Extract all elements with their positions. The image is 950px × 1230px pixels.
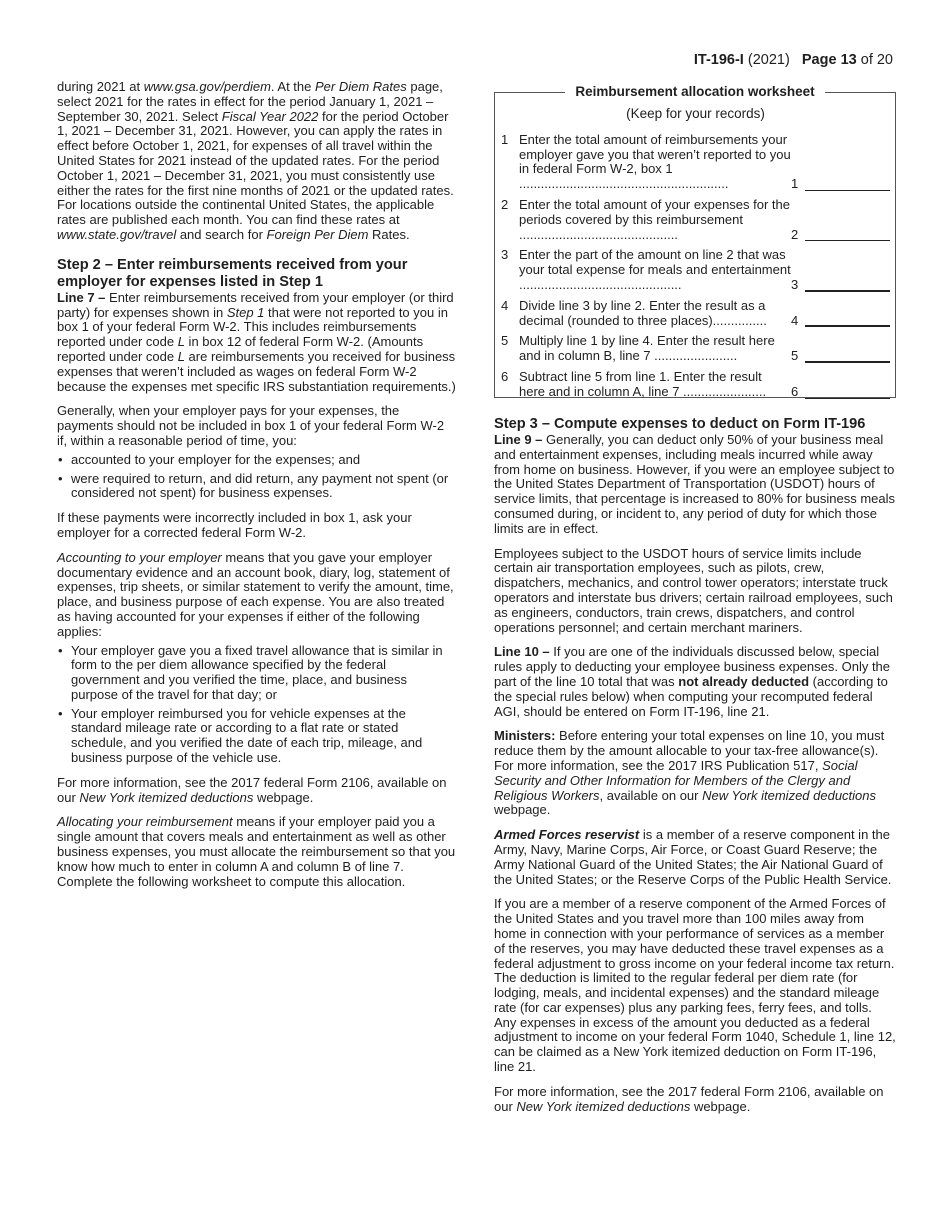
gsa-link: www.gsa.gov/perdiem xyxy=(143,79,271,94)
line-4-entry xyxy=(805,325,890,327)
worksheet-line-6: 6 Subtract line 5 from line 1. Enter the result here and in column A, line 7 ....................... 6 xyxy=(501,370,890,400)
more-info-paragraph: For more information, see the 2017 federal Form 2106, available on our New York itemized deductions webpage. xyxy=(57,774,447,805)
worksheet-line-4: 4 Divide line 3 by line 2. Enter the result as a decimal (rounded to three places)............... 4 xyxy=(501,299,890,329)
conditions-list xyxy=(57,453,457,501)
state-link: www.state.gov/travel xyxy=(57,226,177,242)
page-header xyxy=(694,52,893,68)
worksheet-line-5: 5 Multiply line 1 by line 4. Enter the result here and in column B, line 7 ....................... 5 xyxy=(501,334,890,364)
per-diem-paragraph: during 2021 at www.gsa.gov/perdiem. At the Per Diem Rates page, select 2021 for the rates in effect for the period January 1, 2021 – September 30, 2021. Select Fiscal Year 2022 for the period October 1, 2021 – December 31, 2021. However, you can apply the rates in effect before October 1, 2021, for expenses of all travel within the United States for 2021 instead of the updated rates. For the period October 1, 2021 – December 31, 2021, you must consistently use either the rates for the first nine months of 2021 or the updated rates. For locations outside the continental United States, the applicable rates are published each month. You can find these rates at www.state.gov/travel and search for Foreign Per Diem Rates. xyxy=(57,79,454,242)
line-6-entry xyxy=(805,398,890,399)
line-1-entry xyxy=(805,190,890,191)
worksheet-line-3: 3 Enter the part of the amount on line 2 that was your total expense for meals and entertainment ............................................. 3 xyxy=(501,248,890,292)
page-total: of 20 xyxy=(860,52,893,68)
general-paragraph: Generally, when your employer pays for your expenses, the payments should not be included in box 1 of your federal Form W-2 if, within a reasonable period of time, you: xyxy=(57,403,445,448)
incorrect-paragraph: If these payments were incorrectly included in box 1, ask your employer for a corrected federal Form W-2. xyxy=(57,510,412,540)
line-3-entry xyxy=(805,290,890,292)
step2-heading: Step 2 – Enter reimbursements received from your employer for expenses listed in Step 1 xyxy=(57,256,408,290)
usdot-paragraph: Employees subject to the USDOT hours of service limits include certain air transportation employees, such as pilots, crew, dispatchers, mechanics, and control tower operators; interstate truck operators and interstate bus drivers; certain railroad employees, such as engineers, conductors, train crews, dispatchers, and control operations personnel; and certain merchant mariners. xyxy=(494,545,893,635)
line-5-entry xyxy=(805,361,890,363)
accounting-list xyxy=(57,644,457,766)
reimbursement-worksheet xyxy=(494,84,896,399)
worksheet-line-2: 2 Enter the total amount of your expenses for the periods covered by this reimbursement ............................................ 2 xyxy=(501,198,890,242)
page-number: Page 13 xyxy=(801,52,857,68)
worksheet-subtitle: (Keep for your records) xyxy=(626,106,765,121)
allocating-paragraph: Allocating your reimbursement means if your employer paid you a single amount that covers meals and entertainment as well as other business expenses, you must allocate the reimbursement so that you know how much to enter in column A and column B of line 7. Complete the following worksheet to compute this allocation. xyxy=(57,814,456,889)
member-paragraph: If you are a member of a reserve component of the Armed Forces of the United States and you travel more than 100 miles away from home in connection with your performance of services as a member of the reserves, you may have deducted these travel expenses as a federal adjustment to gross income on your federal income tax return. The deduction is limited to the regular federal per diem rate (for lodging, meals, and incidental expenses) and the standard mileage rate (for car expenses) plus any parking fees, ferry fees, and tolls. Any expenses in excess of the amount you deducted as a federal adjustment to income on your federal Form 1040, Schedule 1, line 12, can be claimed as a New York itemized deduction on Form IT-196, line 21. xyxy=(494,896,896,1075)
step3-heading: Step 3 – Compute expenses to deduct on Form IT-196 xyxy=(494,416,866,432)
list-item: • Your employer reimbursed you for vehicle expenses at the standard mileage rate or according to a flat rate or stated schedule, and you verified the date of each trip, mileage, and business purpose of the vehicle use. xyxy=(57,707,457,766)
line7-paragraph: Line 7 – Enter reimbursements received from your employer (or third party) for expenses shown in Step 1 that were not reported to you in box 1 of your federal Form W-2. This includes reimbursements reported under code L in box 12 of federal Form W-2. (Amounts reported under code L are reimbursements you received for business expenses that weren’t included as wages on federal Form W-2 because the expenses met specific IRS substantiation requirements.) xyxy=(57,289,456,394)
line-2-entry xyxy=(805,240,890,241)
line9-paragraph: Line 9 – Generally, you can deduct only 50% of your business meal and entertainment expenses, including meals incurred while away from home on business. However, if you were an employee subject to the United States Department of Transportation (USDOT) hours of service limits, that percentage is increased to 80% for business meals consumed during, or incident to, any period of duty for which those limits are in effect. xyxy=(494,432,896,536)
list-item: • Your employer gave you a fixed travel allowance that is similar in form to the per diem allowance specified by the federal government and you verified the time, place, and business purpose of the travel for that day; or xyxy=(57,644,457,703)
accounting-paragraph: Accounting to your employer means that you gave your employer documentary evidence and an account book, diary, log, statement of expenses, trip sheets, or similar statement to verify the amount, time, place, and business purpose of each expense. You are also treated as having accounted for your expenses if either of the following applies: xyxy=(57,549,454,639)
reservist-paragraph: Armed Forces reservist is a member of a reserve component in the Army, Navy, Marine Corps, Air Force, or Coast Guard Reserve; the Army National Guard of the United States; the Air National Guard of the United States; or the Reserve Corps of the Public Health Service. xyxy=(494,827,892,887)
worksheet-line-1: 1 Enter the total amount of reimbursements your employer gave you that weren’t reported to you in federal Form W-2, box 1 .......................................................... 1 xyxy=(501,133,890,192)
form-year: (2021) xyxy=(747,52,790,68)
line10-paragraph: Line 10 – If you are one of the individuals discussed below, special rules apply to deducting your employee business expenses. Only the part of the line 10 total that was not already deducted (according to the special rules below) when computing your recomputed federal AGI, should be entered on Form IT-196, line 21. xyxy=(494,644,891,719)
worksheet-title: Reimbursement allocation worksheet xyxy=(565,84,824,99)
right-column xyxy=(494,80,896,1124)
list-item: • were required to return, and did return, any payment not spent (or considered not spent) for business expenses. xyxy=(57,472,457,502)
form-number: IT-196-I xyxy=(693,52,744,68)
left-column xyxy=(57,80,457,899)
ministers-paragraph: Ministers: Before entering your total expenses on line 10, you must reduce them by the amount allocable to your tax-free allowance(s). For more information, see the 2017 IRS Publication 517, Social Security and Other Information for Members of the Clergy and Religious Workers, available on our New York itemized deductions webpage. xyxy=(494,728,885,818)
more-info-paragraph-right: For more information, see the 2017 federal Form 2106, available on our New York itemized deductions webpage. xyxy=(494,1083,884,1114)
list-item: • accounted to your employer for the expenses; and xyxy=(57,453,457,468)
